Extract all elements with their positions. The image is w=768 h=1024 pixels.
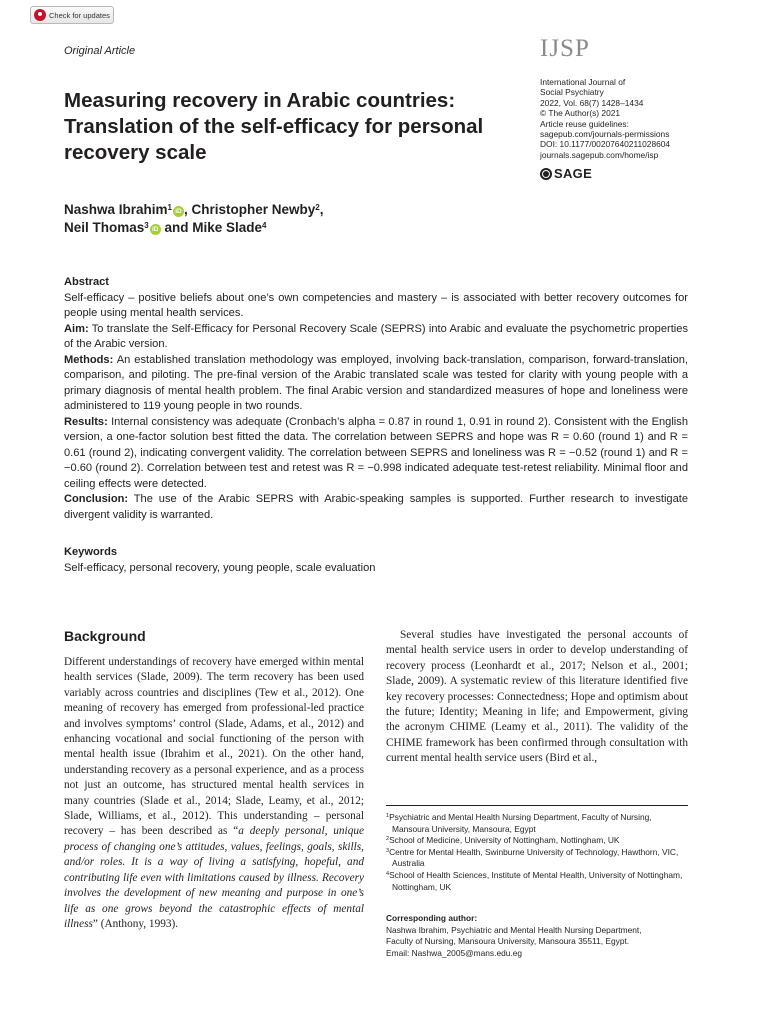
affiliation-item: $^2$School of Medicine, University of Nottingham, Nottingham, UK	[386, 835, 620, 846]
abstract-results: Results: Internal consistency was adequate (Cronbach’s alpha = 0.87 in round 1, 0.91 in round 2). Consistent with the English version, a one-factor solution best fitted the data. The correlation between SEPRS and hope was R = 0.60 (round 1) and R = 0.61 (round 2), indicating convergent validity. The correlation between SEPRS and loneliness was R = −0.52 (round 1) and R = −0.60 (round 2). Correlation between test and retest was R = −0.998 indicated adequate test-retest reliability. Minimal floor and ceiling effects were detected.	[64, 415, 688, 490]
journal-logo: IJSP	[540, 35, 590, 62]
affiliations	[386, 812, 688, 893]
abstract-label: Results:	[64, 415, 108, 428]
orcid-icon[interactable]: iD	[150, 224, 161, 235]
corresponding-author	[386, 913, 688, 959]
meta-doi-link[interactable]: DOI: 10.1177/00207640211028604	[540, 139, 671, 150]
author-name: Christopher Newby	[191, 202, 316, 217]
corresponding-line: Faculty of Nursing, Mansoura University, Mansoura 35511, Egypt.	[386, 936, 630, 947]
affiliation-item: $^4$School of Health Sciences, Institute of Mental Health, University of Nottingham, Nottingham, UK	[386, 869, 683, 892]
author-affiliation-ref: 1	[167, 203, 172, 212]
corresponding-email[interactable]: Email: Nashwa_2005@mans.edu.eg	[386, 947, 523, 958]
abstract	[64, 275, 688, 523]
check-for-updates-icon	[34, 9, 46, 21]
author-affiliation-ref: 4	[262, 221, 267, 230]
abstract-label: Methods:	[64, 353, 114, 366]
meta-line: 2022, Vol. 68(7) 1428–1434	[540, 97, 644, 108]
abstract-conclusion: Conclusion: The use of the Arabic SEPRS with Arabic-speaking samples is supported. Further research to investigate divergent validity is warranted.	[64, 493, 688, 521]
keywords	[64, 545, 688, 576]
author-affiliation-ref: 3	[144, 221, 149, 230]
footnote-divider	[386, 805, 688, 806]
check-for-updates-label: Check for updates	[49, 10, 110, 20]
abstract-methods: Methods: An established translation methodology was employed, involving back-translation, comparison, forward-translation, comparison, and piloting. The pre-final version of the Arabic translated scale was tested for clarity with young people with a primary diagnosis of mental health problem. The final Arabic version and standardized measures of hope and loneliness were administered to 119 young people in two rounds.	[64, 353, 688, 412]
author-name: Mike Slade	[192, 220, 263, 235]
quote: a deeply personal, unique process of changing one’s attitudes, values, feelings, goals, skills, and/or roles. It is a way of living a satisfying, hopeful, and contributing life even with limitations caused by illness. Recovery involves the development of new meaning and purpose in one’s life as one grows beyond the catastrophic effects of mental illness	[64, 825, 365, 930]
author-name: Neil Thomas	[64, 220, 145, 235]
abstract-heading: Abstract	[64, 276, 110, 288]
affiliation-item: $^1$Psychiatric and Mental Health Nursing Department, Faculty of Nursing, Mansoura University, Mansoura, Egypt	[386, 812, 652, 834]
meta-line: © The Author(s) 2021	[540, 108, 621, 119]
abstract-intro: Self-efficacy – positive beliefs about one’s own competencies and mastery – is associated with better recovery outcomes for people using mental health services.	[64, 291, 688, 319]
orcid-icon[interactable]: iD	[173, 206, 184, 217]
author-affiliation-ref: 2	[315, 203, 320, 212]
article-title: Measuring recovery in Arabic countries: Translation of the self-efficacy for personal recovery scale	[64, 89, 484, 164]
journal-meta	[540, 77, 720, 160]
meta-line: Social Psychiatry	[540, 87, 604, 98]
publisher-logo	[540, 166, 592, 181]
body-column-left: Different understandings of recovery have emerged within mental health services (Slade, 2009). The term recovery has been used variably across countries and disciplines (Tew et al., 2012). One meaning of recovery has emerged from professional-led practice and involves symptoms’ control (Slade, Adams, et al., 2012) and enhancing vocational and social functioning of the person with mental health issue (Ibrahim et al., 2021). On the other hand, understanding recovery as a personal experience, and as a process not just an outcome, has structured mental health services in many countries (Slade et al., 2014; Slade, Leamy, et al., 2012; Slade, Williams, et al., 2012). This understanding – personal recovery – has been described as “a deeply personal, unique process of changing one’s attitudes, values, feelings, goals, skills, and/or roles. It is a way of living a satisfying, hopeful, and contributing life even with limitations caused by illness. Recovery involves the development of new meaning and purpose in one’s life as one grows beyond the catastrophic effects of mental illness” (Anthony, 1993).	[64, 656, 365, 930]
keywords-heading: Keywords	[64, 546, 118, 558]
meta-journal-link[interactable]: journals.sagepub.com/home/isp	[540, 149, 659, 160]
abstract-label: Conclusion:	[64, 493, 129, 505]
author-name: Nashwa Ibrahim	[64, 202, 168, 217]
abstract-aim: Aim: To translate the Self-Efficacy for Personal Recovery Scale (SEPRS) into Arabic and evaluate the psychometric properties of the Arabic version.	[64, 322, 688, 350]
section-heading-background: Background	[64, 628, 146, 644]
article-type: Original Article	[64, 45, 136, 57]
keywords-list: Self-efficacy, personal recovery, young people, scale evaluation	[64, 561, 376, 574]
meta-line: Article reuse guidelines:	[540, 118, 629, 129]
meta-link-permissions[interactable]: sagepub.com/journals-permissions	[540, 129, 670, 140]
corresponding-line: Nashwa Ibrahim, Psychiatric and Mental Health Nursing Department,	[386, 924, 642, 935]
sage-logo-icon	[540, 168, 552, 180]
author-list: Nashwa Ibrahim$^1$ iD , Christopher Newby$^2$, Neil Thomas$^3$ iD and Mike Slade$^4$	[64, 202, 324, 235]
corresponding-heading: Corresponding author:	[386, 913, 478, 923]
meta-line: International Journal of	[540, 77, 626, 87]
affiliation-item: $^3$Centre for Mental Health, Swinburne University of Technology, Hawthorn, VIC, Australia	[386, 846, 679, 869]
publisher-name: SAGE	[554, 166, 593, 181]
abstract-label: Aim:	[64, 322, 89, 335]
check-for-updates-badge[interactable]	[30, 6, 114, 24]
body-column-right: Several studies have investigated the personal accounts of mental health service users in order to develop understanding of recovery process (Leonhardt et al., 2017; Nelson et al., 2001; Slade, 2009). A systematic review of this literature identified five key recovery processes: Connectedness; Hope and optimism about the future; Identity; Meaning in life; and Empowerment, giving the acronym CHIME (Leamy et al., 2011). The validity of the CHIME framework has been confirmed through consultation with current mental health service users (Bird et al.,	[386, 629, 688, 765]
